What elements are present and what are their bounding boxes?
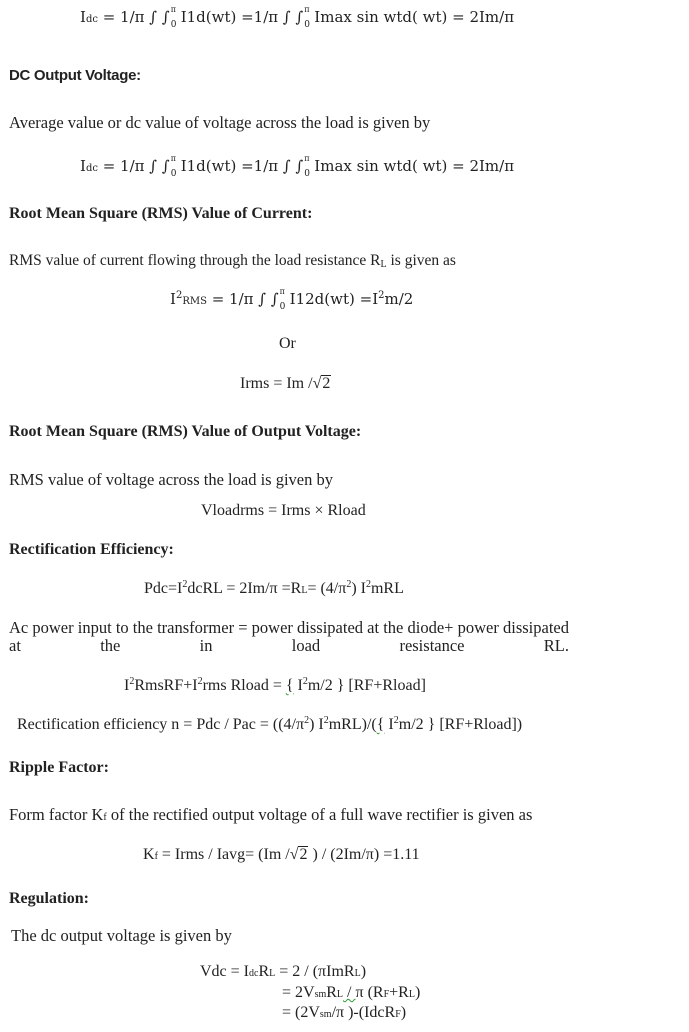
integral-limits: π 0 (304, 154, 311, 179)
integral-limits: π 0 (170, 5, 177, 30)
paragraph-rms-voltage: RMS value of voltage across the load is given by (9, 470, 333, 489)
heading-rectification-efficiency: Rectification Efficiency: (9, 541, 174, 558)
integral-limits: π 0 (304, 5, 311, 30)
paragraph-rms-current: RMS value of current flowing through the load resistance $R_L$ is given as (9, 252, 456, 270)
eq-text: = 1/π ∫ ∫ (97, 8, 170, 26)
eq-text: Imax sin wtd( wt) = 2Im/π (314, 8, 515, 26)
heading-rms-current: Root Mean Square (RMS) Value of Current: (9, 205, 313, 222)
heading-dc-output-voltage: DC Output Voltage: (9, 67, 141, 84)
equation-irms-squared: $I^2RMS = 1/\pi$ ∫ ∫ π 0 $I12d(wt) =I^2m/2$ (170, 287, 414, 312)
equation-idc: Idc = 1/π ∫ ∫ π 0 I1d(wt) =1/π ∫ ∫ π 0 Imax sin wtd( wt) = 2Im/π (80, 154, 515, 179)
paragraph-form-factor: Form factor Kf of the rectified output voltage of a full wave rectifier is given as (9, 805, 533, 824)
equation-irms: Irms = Im /√2 (240, 375, 331, 392)
equation-vdc-line1: Vdc = IdcRL = 2 / (πImRL) (200, 963, 367, 980)
heading-regulation: Regulation: (9, 890, 89, 907)
heading-rms-voltage: Root Mean Square (RMS) Value of Output Voltage: (9, 423, 362, 440)
paragraph-dc-output: The dc output voltage is given by (11, 926, 232, 945)
integral-limits: π 0 (279, 287, 286, 312)
paragraph-ac-power: Ac power input to the transformer = power dissipated at the diode+ power dissipated at the in load resistance RL. (9, 618, 569, 655)
equation-rectification-efficiency: Rectification efficiency n = Pdc / Pac = ($(4/\pi^2)$ $I^2mRL)/$({ $I^2m/2$ } [RF+Rload]) (17, 715, 523, 733)
integral-limits: π 0 (170, 154, 177, 179)
equation-vloadrms: Vloadrms = Irms × Rload (201, 502, 366, 519)
heading-ripple-factor: Ripple Factor: (9, 759, 109, 776)
equation-form-factor: Kf = Irms / Iavg= (Im /√2 ) / (2Im/π) =1.11 (143, 846, 420, 863)
equation-vdc-line3: = (2Vsm/π )-(IdcRF) (282, 1004, 407, 1021)
equation-power-sum: $I^2RmsRF+I^2rms$ Rload = { $I^2m/2$ } [RF+Rload] (124, 676, 426, 694)
paragraph-dc-average: Average value or dc value of voltage across the load is given by (9, 113, 431, 132)
eq-text: I (80, 8, 86, 26)
equation-idc-top (80, 5, 515, 30)
equation-pdc: $Pdc=I^2dcRL = 2Im/\pi =RL= (4/\pi^2)$ $I^2mRL$ (144, 579, 404, 597)
eq-text: I1d(wt) =1/π ∫ ∫ (180, 8, 304, 26)
equation-vdc-line2: = 2VsmRL / π (RF+RL) (282, 984, 421, 1001)
eq-subscript: dc (85, 14, 98, 25)
text-or: Or (279, 335, 296, 352)
